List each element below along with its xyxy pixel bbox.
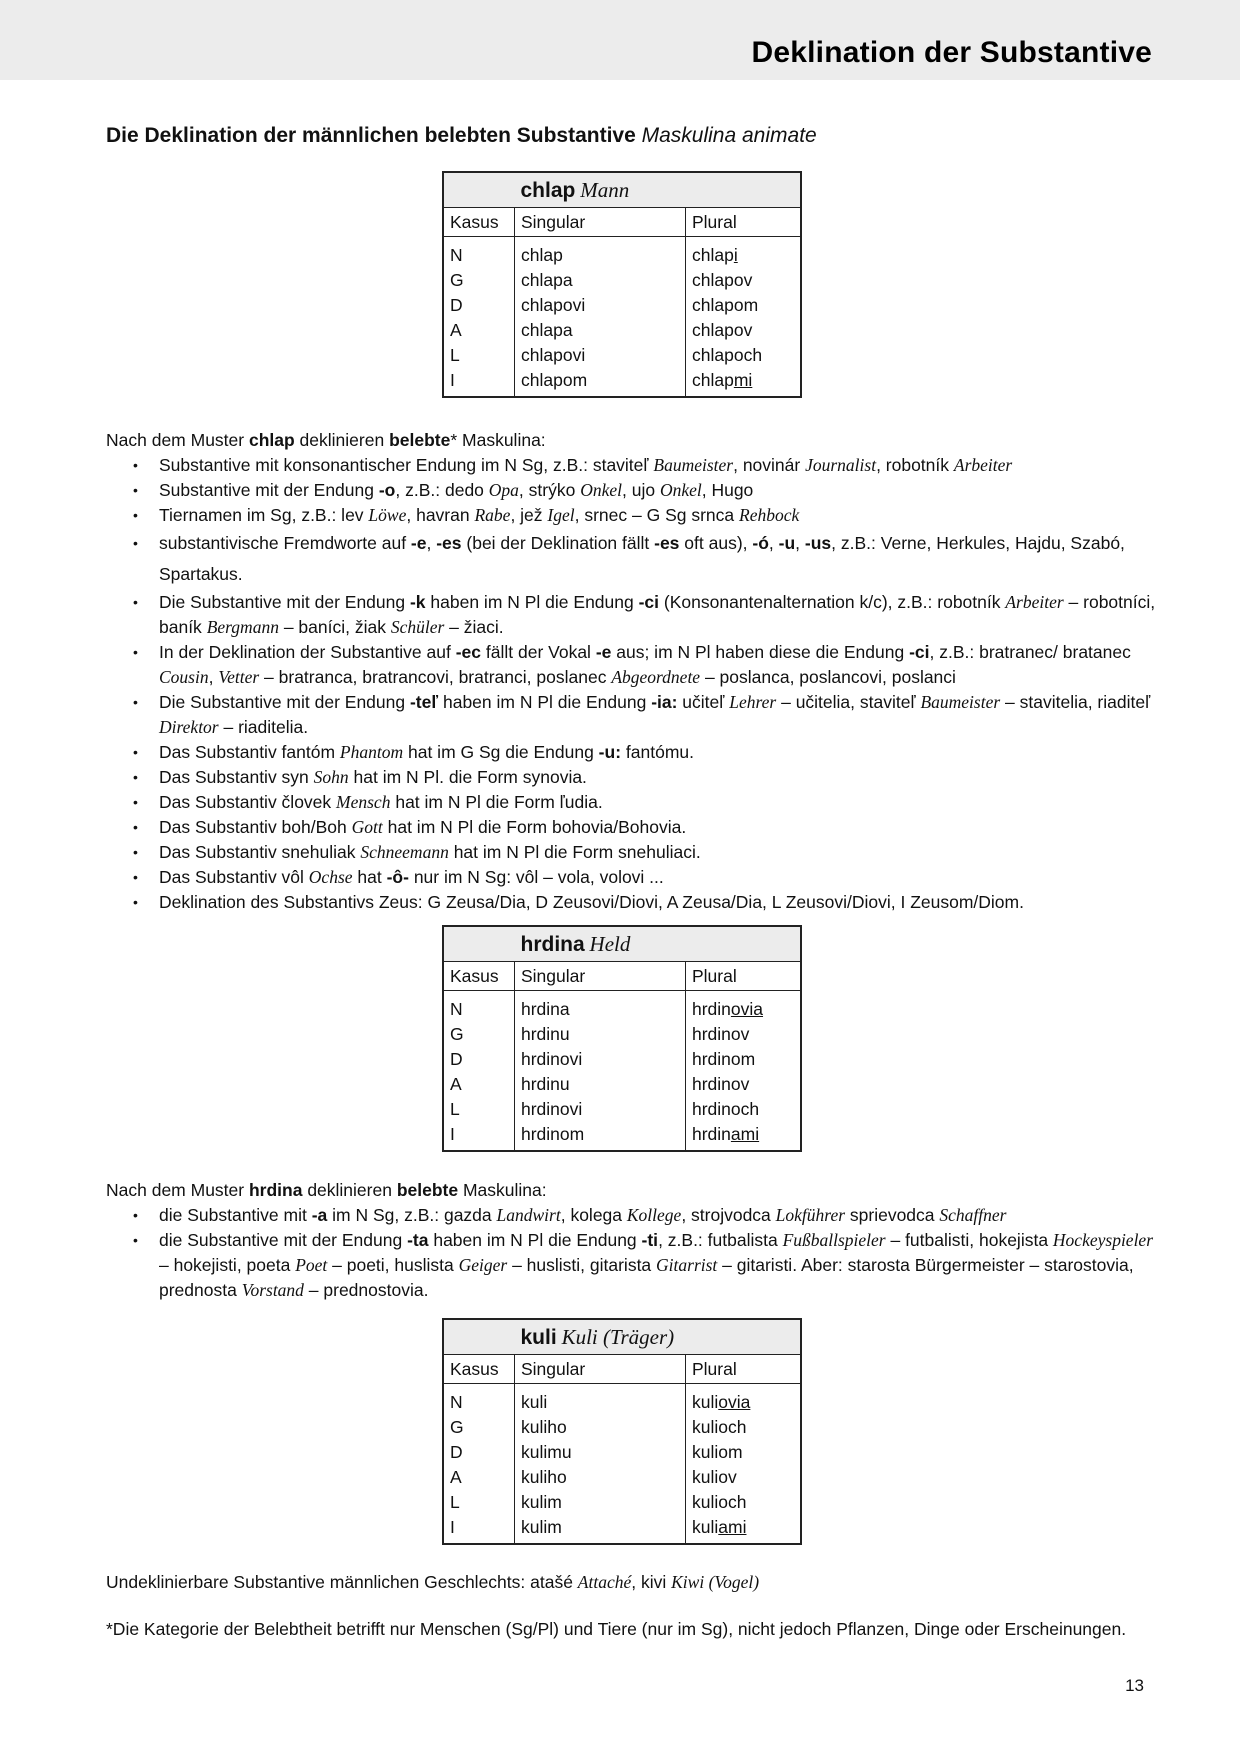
italic-term: Hockeyspieler	[1052, 1230, 1154, 1250]
text: Die Substantive mit der Endung	[159, 692, 410, 712]
singular-cell: hrdinom	[515, 1122, 686, 1151]
case-cell: L	[443, 1097, 515, 1122]
plural-cell	[686, 293, 802, 318]
bold-term: -ô-	[386, 867, 409, 887]
bold-term: -a	[311, 1205, 328, 1225]
text: – žiaci.	[444, 617, 504, 637]
bold-term: -ec	[455, 642, 482, 662]
table-row	[443, 1047, 801, 1072]
case-cell: L	[443, 343, 515, 368]
text: učiteľ	[677, 692, 730, 712]
keyword: belebte	[396, 1180, 459, 1200]
text: , havran	[406, 505, 475, 525]
italic-term: Geiger	[458, 1255, 508, 1275]
italic-term: Igel	[547, 505, 575, 525]
list-item	[106, 1203, 1166, 1228]
text: Das Substantiv boh/Boh	[159, 817, 352, 837]
list-item	[106, 740, 1166, 765]
text: Substantive mit der Endung	[159, 480, 379, 500]
plural-cell	[686, 991, 802, 1023]
column-headers	[443, 208, 801, 237]
list-item	[106, 765, 1166, 790]
text: , srnec – G Sg srnca	[574, 505, 739, 525]
plural-stem: hrdin	[692, 999, 731, 1019]
italic-term: Onkel	[659, 480, 702, 500]
case-cell: D	[443, 293, 515, 318]
text: ,	[208, 667, 219, 687]
plural-cell	[686, 1384, 802, 1416]
text: – stavitelia, riaditeľ	[1000, 692, 1151, 712]
text: Tiernamen im Sg, z.B.: lev	[159, 505, 369, 525]
italic-term: Schüler	[390, 617, 445, 637]
bold-term: -u:	[598, 742, 622, 762]
headword: kuli	[520, 1325, 557, 1349]
pattern-word: chlap	[248, 430, 295, 450]
text: Das Substantiv vôl	[159, 867, 309, 887]
plural-stem: hrdinov	[692, 1074, 750, 1094]
italic-term: Arbeiter	[953, 455, 1013, 475]
text: (Konsonantenalternation k/c), z.B.: robotník	[659, 592, 1006, 612]
italic-term: Phantom	[339, 742, 404, 762]
declension-table-hrdina	[442, 925, 802, 1152]
text: , jež	[510, 505, 548, 525]
text: Das Substantiv snehuliak	[159, 842, 361, 862]
bold-term: -ia:	[651, 692, 678, 712]
text: , strýko	[518, 480, 581, 500]
text: Substantive mit konsonantischer Endung im N Sg, z.B.: staviteľ	[159, 455, 654, 475]
table-row	[443, 1440, 801, 1465]
table-header	[443, 172, 801, 208]
case-cell: A	[443, 318, 515, 343]
table-row	[443, 368, 801, 397]
italic-term: Direktor	[159, 717, 219, 737]
list-item	[106, 640, 1166, 690]
text: * Maskulina:	[450, 430, 546, 450]
italic-term: Vorstand	[241, 1280, 304, 1300]
text: die Substantive mit der Endung	[159, 1230, 408, 1250]
case-cell: G	[443, 1415, 515, 1440]
bold-term: -k	[409, 592, 426, 612]
text: deklinieren	[294, 430, 390, 450]
text: haben im N Pl die Endung	[438, 692, 652, 712]
column-header-kasus: Kasus	[443, 962, 515, 991]
table-header	[443, 926, 801, 962]
text: , kolega	[560, 1205, 627, 1225]
case-cell: D	[443, 1047, 515, 1072]
text: hat im G Sg die Endung	[403, 742, 599, 762]
text: , ujo	[621, 480, 660, 500]
plural-cell	[686, 1465, 802, 1490]
undeclinable-note	[106, 1570, 1166, 1595]
plural-stem: hrdinoch	[692, 1099, 760, 1119]
italic-term: Ochse	[308, 867, 353, 887]
plural-stem: hrdin	[692, 1124, 731, 1144]
column-header-singular: Singular	[515, 962, 686, 991]
text: Nach dem Muster	[106, 1180, 249, 1200]
plural-stem: hrdinom	[692, 1049, 756, 1069]
section-title-main: Die Deklination der männlichen belebten Substantive	[106, 124, 636, 147]
singular-cell: chlapovi	[515, 343, 686, 368]
singular-cell: kuliho	[515, 1465, 686, 1490]
text: Das Substantiv syn	[159, 767, 314, 787]
table-header	[443, 1319, 801, 1355]
singular-cell: kulim	[515, 1490, 686, 1515]
table-row	[443, 1490, 801, 1515]
text: deklinieren	[302, 1180, 397, 1200]
page-title: Deklination der Substantive	[751, 36, 1152, 69]
italic-term: Rabe	[474, 505, 511, 525]
singular-cell: kuliho	[515, 1415, 686, 1440]
text: , z.B.: dedo	[395, 480, 489, 500]
plural-stem: kuli	[692, 1517, 719, 1537]
italic-term: Lehrer	[729, 692, 777, 712]
plural-cell	[686, 318, 802, 343]
text: die Substantive mit	[159, 1205, 312, 1225]
text: Undeklinierbare Substantive männlichen Geschlechts: atašé	[106, 1572, 578, 1592]
column-header-singular: Singular	[515, 1355, 686, 1384]
plural-cell	[686, 1490, 802, 1515]
text: , novinár	[733, 455, 806, 475]
bold-term: -ci	[638, 592, 660, 612]
text: ,	[795, 533, 805, 553]
case-cell: I	[443, 1122, 515, 1151]
plural-ending: i	[733, 245, 738, 265]
list-item	[106, 478, 1166, 503]
rules-list-hrdina	[106, 1203, 1166, 1303]
plural-ending: mi	[733, 370, 753, 390]
plural-cell	[686, 1415, 802, 1440]
plural-ending: ovia	[730, 999, 764, 1019]
italic-term: Gitarrist	[656, 1255, 718, 1275]
italic-term: Schneemann	[360, 842, 449, 862]
text: – baníci, žiak	[278, 617, 391, 637]
text: – riaditelia.	[218, 717, 309, 737]
plural-cell	[686, 237, 802, 269]
text: hat im N Pl die Form bohovia/Bohovia.	[382, 817, 687, 837]
table-row	[443, 1072, 801, 1097]
plural-cell	[686, 368, 802, 397]
plural-stem: chlapom	[692, 295, 759, 315]
text: , robotník	[876, 455, 954, 475]
plural-cell	[686, 1122, 802, 1151]
text: fällt der Vokal	[481, 642, 596, 662]
pattern-word: hrdina	[248, 1180, 303, 1200]
column-header-plural: Plural	[686, 208, 802, 237]
text: nur im N Sg: vôl – vola, volovi ...	[408, 867, 664, 887]
bold-term: -ci	[909, 642, 930, 662]
text: Die Substantive mit der Endung	[159, 592, 410, 612]
plural-ending: ovia	[718, 1392, 751, 1412]
singular-cell: hrdinu	[515, 1072, 686, 1097]
text: substantivische Fremdworte auf	[159, 533, 411, 553]
plural-cell	[686, 1515, 802, 1544]
text: Maskulina:	[458, 1180, 547, 1200]
plural-stem: chlap	[692, 245, 734, 265]
table-row	[443, 318, 801, 343]
case-cell: G	[443, 1022, 515, 1047]
italic-term: Kollege	[626, 1205, 682, 1225]
bold-term: -ta	[407, 1230, 429, 1250]
singular-cell: chlapom	[515, 368, 686, 397]
plural-stem: chlap	[692, 370, 734, 390]
table-row	[443, 1515, 801, 1544]
text: hat im N Pl die Form snehuliaci.	[448, 842, 701, 862]
italic-term: Löwe	[368, 505, 407, 525]
table-row	[443, 268, 801, 293]
column-header-kasus: Kasus	[443, 1355, 515, 1384]
text: haben im N Pl die Endung	[428, 1230, 642, 1250]
section-title	[106, 124, 817, 148]
italic-term: Abgeordnete	[611, 667, 701, 687]
list-item	[106, 865, 1166, 890]
rules-list-chlap	[106, 453, 1166, 915]
bold-term: -ti	[641, 1230, 659, 1250]
text: , kivi	[631, 1572, 672, 1592]
case-cell: N	[443, 991, 515, 1023]
italic-term: Mensch	[336, 792, 391, 812]
plural-cell	[686, 1097, 802, 1122]
headword: chlap	[520, 178, 576, 202]
italic-term: Journalist	[805, 455, 877, 475]
singular-cell: hrdina	[515, 991, 686, 1023]
italic-term: Fußballspieler	[782, 1230, 886, 1250]
table-row	[443, 293, 801, 318]
text: , z.B.: futbalista	[658, 1230, 783, 1250]
bold-term: -teľ	[409, 692, 439, 712]
keyword: belebte	[389, 430, 451, 450]
text: – poeti, huslista	[327, 1255, 459, 1275]
column-header-singular: Singular	[515, 208, 686, 237]
text: , z.B.: bratranec/ bratanec	[929, 642, 1131, 662]
singular-cell: kulim	[515, 1515, 686, 1544]
column-header-plural: Plural	[686, 962, 802, 991]
bold-term: -u	[778, 533, 796, 553]
italic-term: Lokführer	[775, 1205, 846, 1225]
text: Deklination des Substantivs Zeus: G Zeusa/Dia, D Zeusovi/Diovi, A Zeusa/Dia, L Zeusovi/Diovi, I Zeusom/Diom.	[159, 892, 1024, 912]
case-cell: A	[443, 1465, 515, 1490]
list-item	[106, 790, 1166, 815]
text: – učitelia, staviteľ	[776, 692, 921, 712]
table-row	[443, 1415, 801, 1440]
list-item	[106, 453, 1166, 478]
singular-cell: chlapa	[515, 268, 686, 293]
text: Nach dem Muster	[106, 430, 249, 450]
plural-stem: chlapoch	[692, 345, 763, 365]
plural-cell	[686, 1047, 802, 1072]
text: hat	[352, 867, 387, 887]
plural-stem: kulioch	[692, 1492, 747, 1512]
singular-cell: kulimu	[515, 1440, 686, 1465]
intro-chlap	[106, 428, 1166, 453]
bold-term: -ó	[752, 533, 769, 553]
text: im N Sg, z.B.: gazda	[327, 1205, 497, 1225]
italic-term: Kiwi (Vogel)	[671, 1572, 760, 1592]
list-item	[106, 503, 1166, 528]
text: – gitaristi. Aber: starosta Bürgermeister – starostovia, prednosta	[159, 1255, 1134, 1300]
singular-cell: hrdinu	[515, 1022, 686, 1047]
plural-stem: hrdinov	[692, 1024, 750, 1044]
plural-cell	[686, 1440, 802, 1465]
case-cell: I	[443, 368, 515, 397]
case-cell: I	[443, 1515, 515, 1544]
italic-term: Bergmann	[206, 617, 279, 637]
text: haben im N Pl die Endung	[425, 592, 639, 612]
case-cell: A	[443, 1072, 515, 1097]
text: In der Deklination der Substantive auf	[159, 642, 456, 662]
text: ,	[768, 533, 779, 553]
text: , Hugo	[701, 480, 754, 500]
text: – futbalisti, hokejista	[885, 1230, 1053, 1250]
italic-term: Baumeister	[920, 692, 1001, 712]
plural-ending: ami	[718, 1517, 747, 1537]
table-row	[443, 991, 801, 1023]
text: Das Substantiv človek	[159, 792, 337, 812]
headword: hrdina	[520, 932, 585, 956]
list-item	[106, 840, 1166, 865]
column-headers	[443, 1355, 801, 1384]
column-headers	[443, 962, 801, 991]
bold-term: -es	[436, 533, 462, 553]
case-cell: N	[443, 237, 515, 269]
text: – poslanca, poslancovi, poslanci	[700, 667, 956, 687]
text: (bei der Deklination fällt	[461, 533, 655, 553]
list-item	[106, 890, 1166, 915]
text: hat im N Pl die Form ľudia.	[390, 792, 603, 812]
text: – prednostovia.	[303, 1280, 429, 1300]
text: ,	[426, 533, 437, 553]
plural-cell	[686, 1022, 802, 1047]
table-row	[443, 1122, 801, 1151]
headword-translation: Held	[589, 931, 631, 956]
text: Das Substantiv fantóm	[159, 742, 340, 762]
bold-term: -us	[804, 533, 832, 553]
case-cell: G	[443, 268, 515, 293]
plural-stem: kuliom	[692, 1442, 743, 1462]
italic-term: Baumeister	[653, 455, 734, 475]
singular-cell: kuli	[515, 1384, 686, 1416]
table-row	[443, 1465, 801, 1490]
list-item	[106, 690, 1166, 740]
table-row	[443, 237, 801, 269]
singular-cell: chlapovi	[515, 293, 686, 318]
list-item	[106, 528, 1166, 590]
list-item	[106, 815, 1166, 840]
page-number: 13	[1125, 1676, 1144, 1695]
text: – bratranca, bratrancovi, bratranci, poslanec	[259, 667, 612, 687]
text: , z.B.: Verne, Herkules, Hajdu, Szabó, Spartakus.	[159, 533, 1125, 584]
text: aus; im N Pl haben diese die Endung	[611, 642, 910, 662]
plural-stem: chlapov	[692, 270, 753, 290]
italic-term: Cousin	[159, 667, 209, 687]
italic-term: Vetter	[218, 667, 260, 687]
italic-term: Arbeiter	[1005, 592, 1064, 612]
text: sprievodca	[845, 1205, 940, 1225]
plural-stem: chlapov	[692, 320, 753, 340]
footnote: *Die Kategorie der Belebtheit betrifft nur Menschen (Sg/Pl) und Tiere (nur im Sg), nicht jedoch Pflanzen, Dinge oder Erscheinungen.	[106, 1619, 1127, 1639]
singular-cell: chlapa	[515, 318, 686, 343]
text: hat im N Pl. die Form synovia.	[348, 767, 587, 787]
case-cell: L	[443, 1490, 515, 1515]
headword-translation: Mann	[580, 177, 630, 202]
plural-cell	[686, 1072, 802, 1097]
column-header-plural: Plural	[686, 1355, 802, 1384]
table-row	[443, 1384, 801, 1416]
text: , strojvodca	[681, 1205, 776, 1225]
table-row	[443, 1022, 801, 1047]
singular-cell: hrdinovi	[515, 1097, 686, 1122]
list-item	[106, 1228, 1166, 1303]
italic-term: Poet	[295, 1255, 328, 1275]
italic-term: Opa	[488, 480, 519, 500]
italic-term: Attaché	[577, 1572, 632, 1592]
plural-ending: ami	[730, 1124, 760, 1144]
singular-cell: hrdinovi	[515, 1047, 686, 1072]
text: – huslisti, gitarista	[507, 1255, 657, 1275]
italic-term: Landwirt	[496, 1205, 561, 1225]
section-title-italic: Maskulina animate	[641, 124, 817, 147]
bold-term: -e	[410, 533, 427, 553]
italic-term: Gott	[351, 817, 383, 837]
bold-term: -es	[654, 533, 680, 553]
singular-cell: chlap	[515, 237, 686, 269]
text: – robotníci, baník	[159, 592, 1156, 637]
italic-term: Onkel	[580, 480, 622, 500]
declension-table-kuli	[442, 1318, 802, 1545]
plural-stem: kuliov	[692, 1467, 737, 1487]
italic-term: Rehbock	[739, 505, 800, 525]
column-header-kasus: Kasus	[443, 208, 515, 237]
list-item	[106, 590, 1166, 640]
italic-term: Sohn	[313, 767, 349, 787]
bold-term: -e	[595, 642, 612, 662]
italic-term: Schaffner	[939, 1205, 1007, 1225]
table-row	[443, 343, 801, 368]
intro-hrdina	[106, 1178, 1166, 1203]
bold-term: -o	[378, 480, 396, 500]
case-cell: D	[443, 1440, 515, 1465]
declension-table-chlap	[442, 171, 802, 398]
plural-stem: kulioch	[692, 1417, 747, 1437]
text: – hokejisti, poeta	[159, 1255, 296, 1275]
plural-cell	[686, 343, 802, 368]
text: fantómu.	[621, 742, 694, 762]
text: oft aus),	[679, 533, 753, 553]
plural-stem: kuli	[692, 1392, 719, 1412]
case-cell: N	[443, 1384, 515, 1416]
plural-cell	[686, 268, 802, 293]
headword-translation: Kuli (Träger)	[561, 1324, 675, 1349]
table-row	[443, 1097, 801, 1122]
